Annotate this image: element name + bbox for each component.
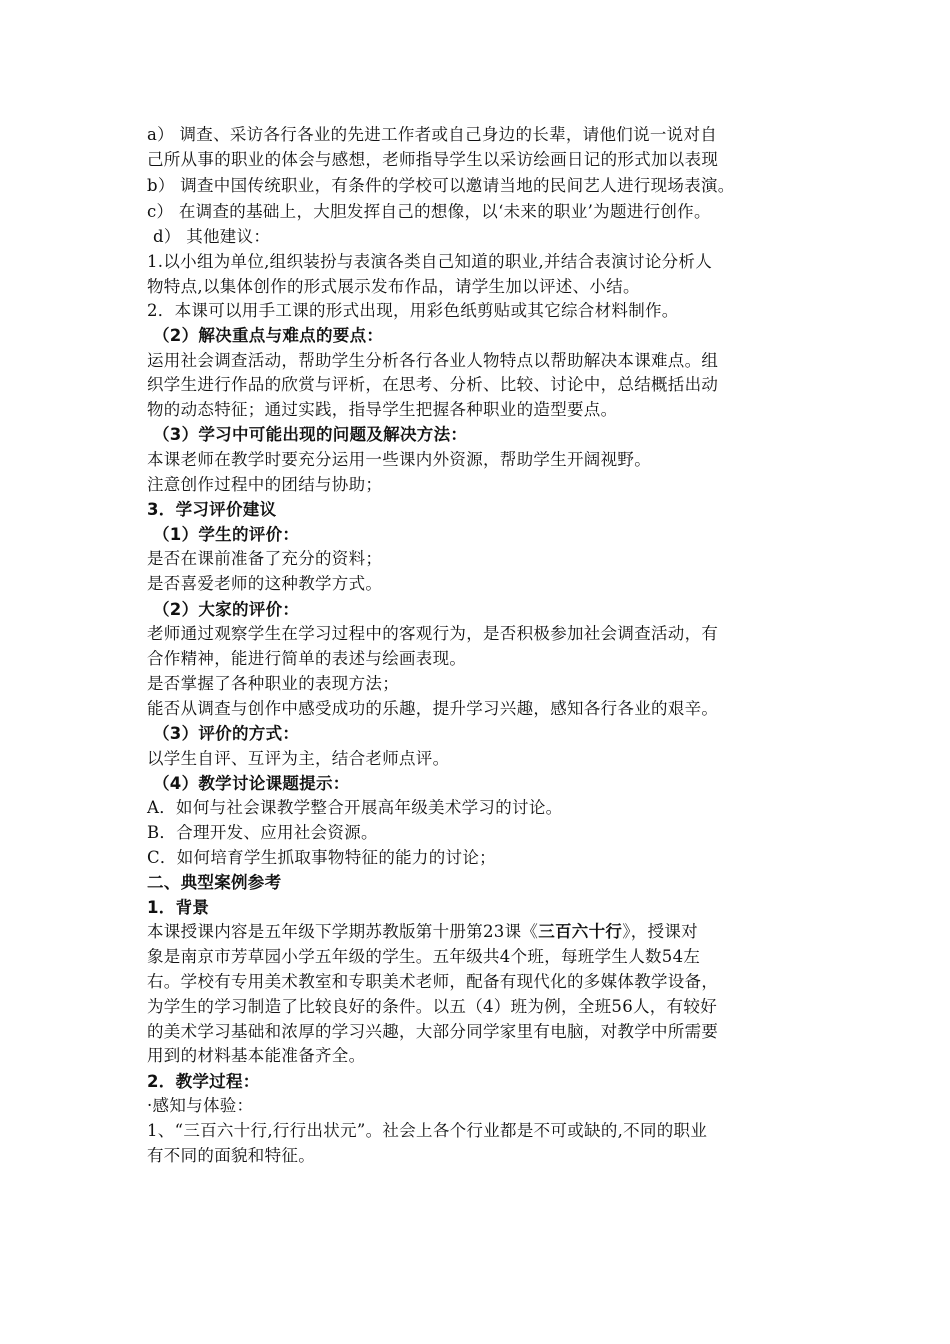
text-line: C．如何培育学生抓取事物特征的能力的讨论；	[147, 848, 496, 867]
section-heading: （4）教学讨论课题提示：	[153, 774, 350, 793]
section-heading: （2）解决重点与难点的要点：	[153, 326, 384, 345]
text-line: 的美术学习基础和浓厚的学习兴趣，大部分同学家里有电脑，对教学中所需要	[147, 1022, 719, 1041]
section-heading: （3）评价的方式：	[153, 724, 300, 743]
text-line: 物的动态特征；通过实践，指导学生把握各种职业的造型要点。	[147, 400, 618, 419]
text-line: 有不同的面貌和特征。	[147, 1146, 315, 1165]
section-heading: 2．教学过程：	[147, 1072, 260, 1091]
text-span: 》，授课对	[622, 922, 698, 941]
text-line: 用到的材料基本能准备齐全。	[147, 1046, 366, 1065]
text-line: 是否掌握了各种职业的表现方法；	[147, 674, 399, 693]
text-line	[147, 921, 827, 943]
section-heading: 1．背景	[147, 898, 210, 917]
text-line: B．合理开发、应用社会资源。	[147, 823, 378, 842]
text-line: a） 调查、采访各行各业的先进工作者或自己身边的长辈，请他们说一说对自	[147, 125, 718, 144]
text-line: 为学生的学习制造了比较良好的条件。以五（4）班为例，全班56人，有较好	[147, 997, 717, 1016]
lesson-title: 三百六十行	[538, 922, 623, 941]
text-line: 2．本课可以用手工课的形式出现，用彩色纸剪贴或其它综合材料制作。	[147, 301, 679, 320]
text-line: b） 调查中国传统职业，有条件的学校可以邀请当地的民间艺人进行现场表演。	[147, 176, 735, 195]
text-line: 运用社会调查活动，帮助学生分析各行各业人物特点以帮助解决本课难点。组	[147, 351, 719, 370]
text-line: 以学生自评、互评为主，结合老师点评。	[147, 749, 450, 768]
text-span: 本课授课内容是五年级下学期苏教版第十册第23课《	[147, 922, 539, 941]
text-line: 右。学校有专用美术教室和专职美术老师，配备有现代化的多媒体教学设备，	[147, 972, 719, 991]
text-line: A．如何与社会课教学整合开展高年级美术学习的讨论。	[147, 798, 563, 817]
text-line: d） 其他建议：	[153, 227, 271, 246]
text-line: 是否喜爱老师的这种教学方式。	[147, 574, 383, 593]
text-line: ·感知与体验：	[147, 1096, 254, 1115]
text-line: c） 在调查的基础上，大胆发挥自己的想像，以‘未来的职业’为题进行创作。	[147, 202, 711, 221]
text-line: 本课老师在教学时要充分运用一些课内外资源，帮助学生开阔视野。	[147, 450, 651, 469]
text-line: 织学生进行作品的欣赏与评析，在思考、分析、比较、讨论中，总结概括出动	[147, 375, 719, 394]
section-heading: 二、典型案例参考	[147, 873, 282, 892]
text-line: 老师通过观察学生在学习过程中的客观行为，是否积极参加社会调查活动，有	[147, 624, 719, 643]
text-line: 1.以小组为单位,组织装扮与表演各类自己知道的职业,并结合表演讨论分析人	[147, 252, 713, 271]
section-heading: （3）学习中可能出现的问题及解决方法：	[153, 425, 468, 444]
text-line: 合作精神，能进行简单的表述与绘画表现。	[147, 649, 467, 668]
text-line: 是否在课前准备了充分的资料；	[147, 549, 383, 568]
text-line: 注意创作过程中的团结与协助；	[147, 475, 383, 494]
section-heading: （1）学生的评价：	[153, 525, 300, 544]
section-heading: （2）大家的评价：	[153, 600, 300, 619]
section-heading: 3．学习评价建议	[147, 500, 277, 519]
text-line: 能否从调查与创作中感受成功的乐趣，提升学习兴趣，感知各行各业的艰辛。	[147, 699, 719, 718]
text-line: 物特点,以集体创作的形式展示发布作品，请学生加以评述、小结。	[147, 277, 640, 296]
text-line: 己所从事的职业的体会与感想，老师指导学生以采访绘画日记的形式加以表现	[147, 150, 719, 169]
text-line: 1、“三百六十行,行行出状元”。社会上各个行业都是不可或缺的,不同的职业	[147, 1121, 708, 1140]
text-line: 象是南京市芳草园小学五年级的学生。五年级共4个班，每班学生人数54左	[147, 947, 701, 966]
